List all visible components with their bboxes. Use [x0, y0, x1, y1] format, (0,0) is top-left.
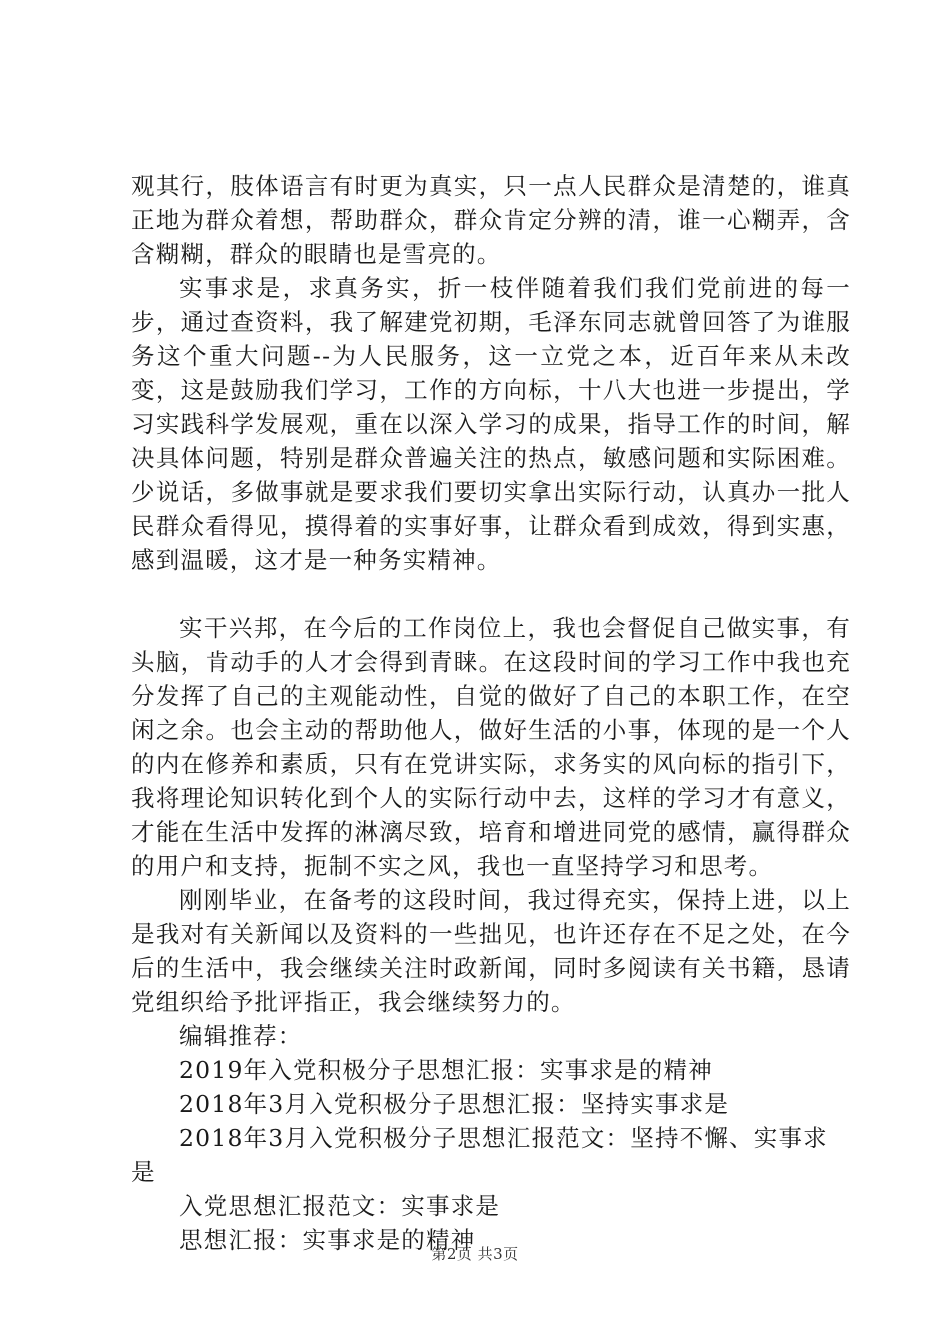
recommend-list [131, 1053, 851, 1257]
recommend-link[interactable]: 2018年3月入党积极分子思想汇报：坚持实事求是 [179, 1090, 730, 1118]
recommend-link[interactable]: 2019年入党积极分子思想汇报：实事求是的精神 [179, 1056, 713, 1084]
page-footer: 第2页 共3页 [431, 1245, 519, 1263]
recommend-link[interactable]: 入党思想汇报范文：实事求是 [179, 1192, 501, 1220]
paragraph-4: 刚刚毕业，在备考的这段时间，我过得充实，保持上进，以上是我对有关新闻以及资料的一些拙见，也许还存在不足之处，在今后的生活中，我会继续关注时政新闻，同时多阅读有关书籍，恳请党组织给予批评指正，我会继续努力的。 [131, 886, 851, 1016]
paragraph-spacer [131, 577, 851, 611]
recommend-heading: 编辑推荐： [179, 1022, 303, 1050]
document-body [131, 169, 851, 1257]
paragraph-3: 实干兴邦，在今后的工作岗位上，我也会督促自己做实事，有头脑，肯动手的人才会得到青睐。在这段时间的学习工作中我也充分发挥了自己的主观能动性，自觉的做好了自己的本职工作，在空闲之余。也会主动的帮助他人，做好生活的小事，体现的是一个人的内在修养和素质，只有在党讲实际，求务实的风向标的指引下，我将理论知识转化到个人的实际行动中去，这样的学习才有意义，才能在生活中发挥的淋漓尽致，培育和增进同党的感情，赢得群众的用户和支持，扼制不实之风，我也一直坚持学习和思考。 [131, 614, 851, 880]
paragraph-2: 实事求是，求真务实，折一枝伴随着我们我们党前进的每一步，通过查资料，我了解建党初期，毛泽东同志就曾回答了为谁服务这个重大问题--为人民服务，这一立党之本，近百年来从未改变，这是鼓励我们学习，工作的方向标，十八大也进一步提出，学习实践科学发展观，重在以深入学习的成果，指导工作的时间，解决具体问题，特别是群众普遍关注的热点，敏感问题和实际困难。少说话，多做事就是要求我们要切实拿出实际行动，认真办一批人民群众看得见，摸得着的实事好事，让群众看到成效，得到实惠，感到温暖，这才是一种务实精神。 [131, 274, 851, 574]
paragraph-1: 观其行，肢体语言有时更为真实，只一点人民群众是清楚的，谁真正地为群众着想，帮助群众，群众肯定分辨的清，谁一心糊弄，含含糊糊，群众的眼睛也是雪亮的。 [131, 172, 851, 268]
recommend-link[interactable]: 思想汇报：实事求是的精神 [179, 1226, 476, 1254]
recommend-link[interactable]: 2018年3月入党积极分子思想汇报范文：坚持不懈、实事求是 [131, 1124, 828, 1186]
